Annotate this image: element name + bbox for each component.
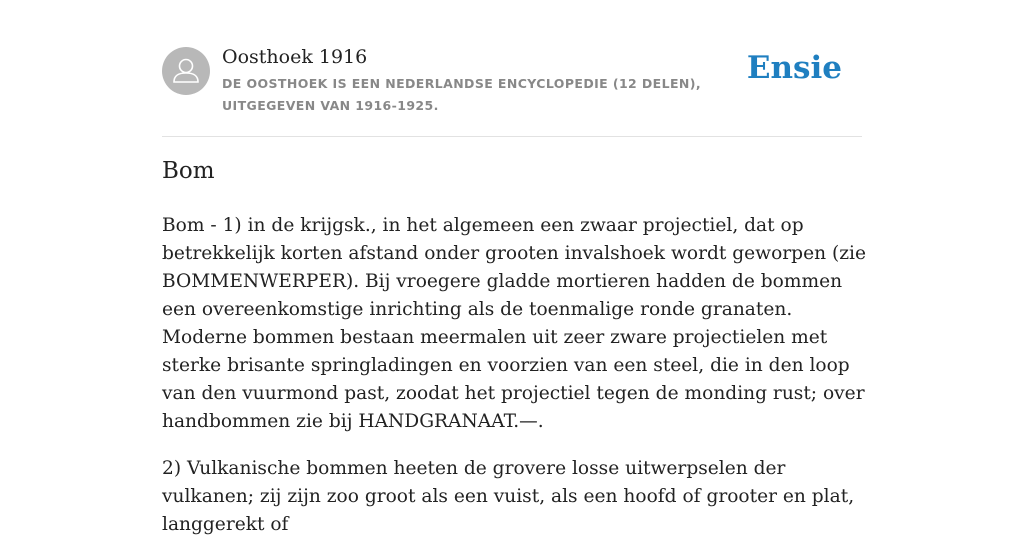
brand-logo-link[interactable]: Ensie xyxy=(746,50,842,86)
source-name[interactable]: Oosthoek 1916 xyxy=(222,46,368,68)
source-description: DE OOSTHOEK IS EEN NEDERLANDSE ENCYCLOPEDIE (12 DELEN), UITGEGEVEN VAN 1916-1925. xyxy=(222,76,702,113)
article-paragraph: Bom - 1) in de krijgsk., in het algemeen een zwaar projectiel, dat op betrekkelijk korten afstand onder grooten invalshoek wordt geworpen (zie BOMMENWERPER). Bij vroegere gladde mortieren hadden de bommen een overeenkomstige inrichting als de toenmalige ronde granaten. Moderne bommen bestaan meermalen uit zeer zware projectielen met sterke brisante springladingen en voorzien van een steel, die in den loop van den vuurmond past, zoodat het projectiel tegen de monding rust; over handbommen zie bij HANDGRANAAT.—. xyxy=(162,215,866,432)
article-body xyxy=(162,212,867,558)
user-silhouette-icon xyxy=(162,47,210,95)
source-avatar[interactable] xyxy=(162,47,210,95)
article-paragraph: 2) Vulkanische bommen heeten de grovere losse uitwerpselen der vulkanen; zij zijn zoo groot als een vuist, als een hoofd of grooter en plat, langgerekt of xyxy=(162,458,855,535)
article-title: Bom xyxy=(162,158,215,184)
source-header xyxy=(162,44,862,137)
